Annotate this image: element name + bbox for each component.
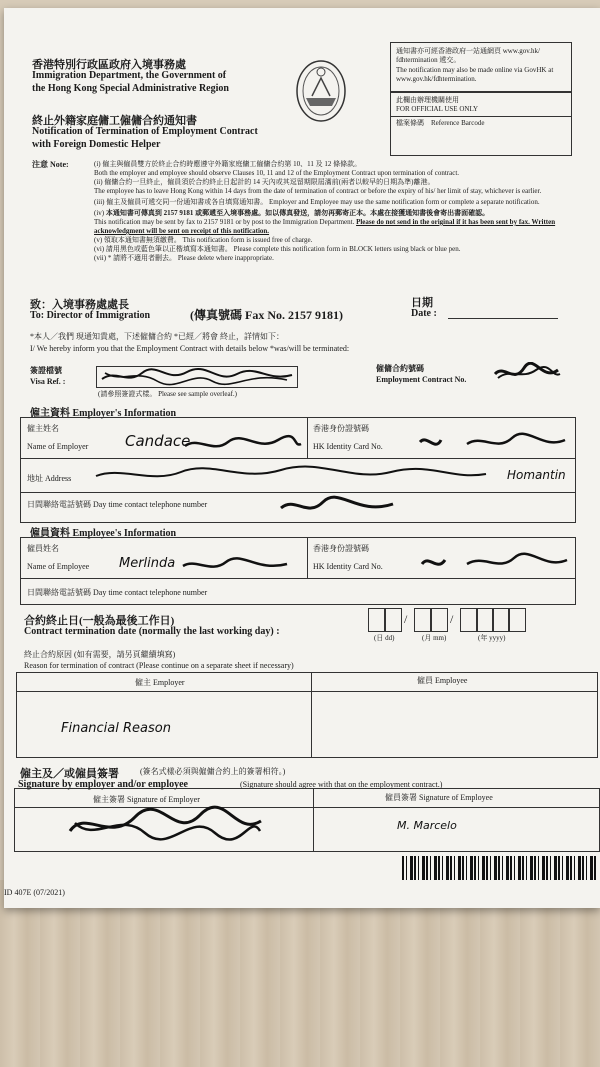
- dept-en2: the Hong Kong Special Administrative Region: [32, 83, 229, 94]
- signature-en: Signature by employer and/or employee: [18, 779, 188, 790]
- employer-address-value[interactable]: Homantin: [507, 468, 566, 482]
- reason-employer-value[interactable]: Financial Reason: [61, 721, 171, 736]
- year-digit-4[interactable]: [508, 608, 526, 632]
- employee-hkid-redaction-icon: [419, 552, 569, 574]
- day-label: (日 dd): [374, 634, 395, 642]
- employer-address-label: 地址 Address: [27, 474, 72, 483]
- note-vi: (vi) 請用黑色或藍色筆以正楷填寫本通知書。 Please complete this notification form in BLOCK letters using black or blue pen.: [94, 245, 461, 253]
- employer-signature-scribble-icon[interactable]: [65, 803, 265, 847]
- date-zh: 日期: [411, 297, 433, 309]
- note-iv: (iv) 本通知書可傳真到 2157 9181 或郵遞至入境事務處。如以傳真發送，請勿再郵寄正本。本處在接獲通知書後會寄出書面確認。 This notification may be sent by fax to 2157 9181 or by post to the Immigration Department. Please do not send in the original if it has been sent by fax. Written acknowledgment will be sent on receipt of this notification.: [94, 209, 556, 235]
- date-slash-2: /: [450, 612, 454, 626]
- barcode-icon: [402, 856, 596, 880]
- intro-en: I/ We hereby inform you that the Employment Contract with details below *was/will be terminated:: [30, 344, 350, 353]
- employer-tel-label: 日間聯絡電話號碼 Day time contact telephone number: [27, 500, 208, 509]
- employee-name-value[interactable]: Merlinda: [119, 556, 176, 571]
- employee-name-en: Name of Employee: [27, 562, 90, 571]
- employee-surname-redaction-icon: [181, 556, 291, 576]
- to-en: To: Director of Immigration: [30, 310, 151, 321]
- day-digit-2[interactable]: [384, 608, 402, 632]
- dept-en1: Immigration Department, the Government of: [32, 70, 227, 81]
- reason-en: Reason for termination of contract (Please continue on a separate sheet if necessary): [24, 661, 294, 670]
- employer-tel-redaction-icon: [277, 494, 397, 520]
- online-note-zh: 通知書亦可經香港政府一站通網頁 www.gov.hk/ fdhtermination 遞交。: [396, 47, 540, 64]
- official-use-zh: 此欄由辦理機關使用: [396, 96, 459, 104]
- note-vii: (vii) * 請將不適用者刪去。 Please delete where inappropriate.: [94, 254, 274, 262]
- barcode-label-zh: 檔案條碼: [396, 119, 424, 127]
- employer-name-value[interactable]: Candace: [125, 432, 191, 450]
- employee-hkid-en: HK Identity Card No.: [313, 562, 383, 571]
- official-use-en: FOR OFFICIAL USE ONLY: [396, 105, 479, 113]
- employer-hkid-zh: 香港身份證號碼: [313, 424, 369, 433]
- employer-heading: 僱主資料 Employer's Information: [30, 408, 177, 419]
- desk-surface: [0, 880, 600, 1067]
- contract-no-zh: 僱傭合約號碼: [376, 364, 424, 373]
- date-en: Date :: [411, 308, 437, 319]
- online-submission-box: [390, 42, 572, 92]
- hksar-emblem-icon: [292, 58, 350, 124]
- signature-note-en: (Signature should agree with that on the employment contract.): [240, 780, 443, 789]
- employee-name-zh: 僱員姓名: [27, 544, 59, 553]
- signature-zh: 僱主及／或僱員簽署: [20, 768, 119, 780]
- note-iii: (iii) 僱主及僱員可遞交同一份通知書或各自填寫通知書。 Employer and Employee may use the same notification form or complete a separate notification.: [94, 198, 540, 206]
- reason-zh: 終止合約原因 (如有需要，請另頁繼續填寫): [24, 650, 176, 659]
- employer-surname-redaction-icon: [183, 434, 303, 456]
- employer-signature-label: 僱主簽署 Signature of Employer: [93, 795, 200, 804]
- employer-name-en: Name of Employer: [27, 442, 89, 451]
- month-digit-2[interactable]: [430, 608, 448, 632]
- termination-date-en: Contract termination date (normally the last working day) :: [24, 626, 280, 637]
- employer-hkid-en: HK Identity Card No.: [313, 442, 383, 451]
- employee-heading: 僱員資料 Employee's Information: [30, 528, 177, 539]
- employee-info-box: [20, 537, 576, 605]
- contract-no-en: Employment Contract No.: [376, 375, 467, 384]
- redaction-scribble-icon: [97, 367, 297, 387]
- signature-table: [14, 788, 600, 852]
- title-zh: 終止外籍家庭傭工僱傭合約通知書: [32, 115, 197, 127]
- month-label: (月 mm): [422, 634, 447, 642]
- dept-zh: 香港特別行政區政府入境事務處: [32, 59, 186, 71]
- form-code: ID 407E (07/2021): [4, 888, 65, 897]
- notes-label: 注意 Note:: [32, 160, 69, 169]
- title-en2: with Foreign Domestic Helper: [32, 139, 161, 150]
- visa-ref-en: Visa Ref. :: [30, 377, 66, 386]
- reason-table: [16, 672, 598, 758]
- visa-ref-zh: 簽證檔號: [30, 366, 62, 375]
- termination-date-zh: 合約終止日(一般為最後工作日): [24, 615, 175, 627]
- note-v: (v) 領取本通知書無須繳費。 This notification form is issued free of charge.: [94, 236, 313, 244]
- date-field[interactable]: [448, 318, 558, 319]
- employee-signature-value[interactable]: M. Marcelo: [397, 819, 457, 832]
- employee-hkid-zh: 香港身份證號碼: [313, 544, 369, 553]
- date-slash-1: /: [404, 612, 408, 626]
- employer-name-zh: 僱主姓名: [27, 424, 59, 433]
- employer-address-redaction-icon: [91, 464, 491, 488]
- official-divider: [391, 116, 571, 117]
- notification-form-page: [4, 8, 600, 908]
- employer-info-box: [20, 417, 576, 523]
- online-note-en: The notification may also be made online via GovHK at www.gov.hk/fdhtermination.: [396, 66, 554, 83]
- title-en1: Notification of Termination of Employment Contract: [32, 126, 258, 137]
- to-zh: 致：入境事務處處長: [30, 299, 129, 311]
- visa-sample-note: (請參照簽證式樣。 Please see sample overleaf.): [98, 390, 237, 398]
- note-i: (i) 僱主與僱員雙方於終止合約時應遵守外籍家庭傭工僱傭合約第 10、11 及 12 條條款。 Both the employer and employee should observe Clauses 10, 11 and 12 of the Employment Contract upon termination of contract.: [94, 160, 460, 177]
- fax-number: (傳真號碼 Fax No. 2157 9181): [190, 308, 343, 322]
- notes-list: [94, 160, 564, 263]
- reason-employee-header: 僱員 Employee: [417, 676, 468, 685]
- barcode-label-en: Reference Barcode: [431, 119, 485, 127]
- signature-note-zh: (簽名式樣必須與僱傭合約上的簽署相符。): [140, 767, 286, 776]
- reason-employer-header: 僱主 Employer: [135, 678, 185, 687]
- note-ii: (ii) 僱傭合約一旦終止，僱員須於合約終止日起計的 14 天內或其逗留期限屆滿前(兩者以較早的日期為準)離港。 The employee has to leave Hong Kong within 14 days from the date of termination of contract or before the expiry of his/ her limit of stay, whichever is earlier.: [94, 178, 542, 195]
- employee-tel-label: 日間聯絡電話號碼 Day time contact telephone number: [27, 588, 208, 597]
- employee-signature-label: 僱員簽署 Signature of Employee: [385, 793, 493, 802]
- year-label: (年 yyyy): [478, 634, 506, 642]
- intro-zh: *本人／我們 現通知貴處，下述僱傭合約 *已經／將會 終止，詳情如下：: [30, 332, 284, 341]
- contract-no-redaction-icon: [492, 362, 562, 386]
- visa-ref-field[interactable]: [96, 366, 298, 388]
- official-use-box: [390, 92, 572, 156]
- employer-hkid-redaction-icon: [417, 432, 567, 454]
